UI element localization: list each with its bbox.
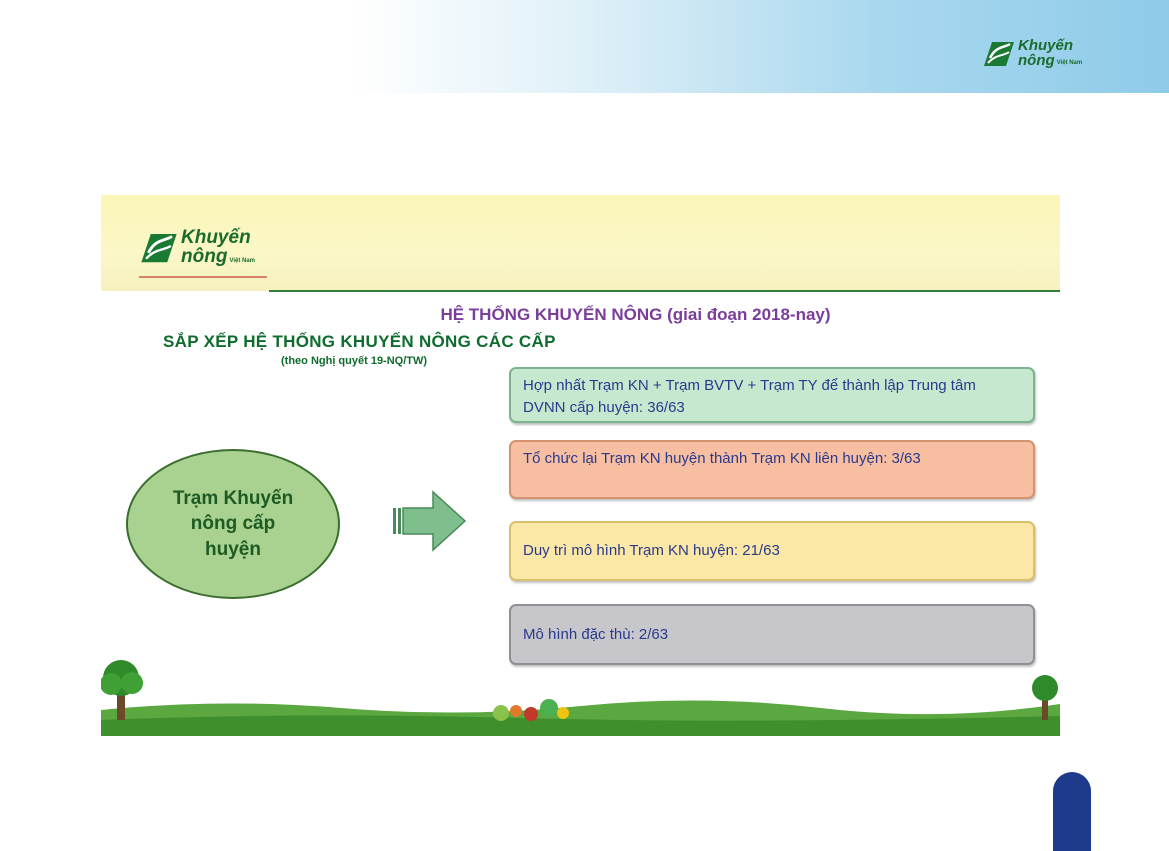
ellipse-label: Trạm Khuyến nông cấp huyện bbox=[172, 487, 294, 560]
section-heading: SẮP XẾP HỆ THỐNG KHUYẾN NÔNG CÁC CẤP bbox=[163, 332, 556, 351]
logo-word-1: Khuyến bbox=[1018, 37, 1074, 54]
info-box-merge bbox=[509, 367, 1035, 423]
district-station-ellipse bbox=[126, 449, 340, 599]
info-box-special-text: Mô hình đặc thù: 2/63 bbox=[523, 625, 669, 643]
info-box-maintain-text: Duy trì mô hình Trạm KN huyện: 21/63 bbox=[523, 542, 780, 560]
logo-tagline-scribble bbox=[139, 274, 269, 280]
section-note: (theo Nghị quyết 19-NQ/TW) bbox=[281, 355, 428, 367]
slide-image bbox=[101, 195, 1060, 736]
page-number-badge bbox=[1053, 772, 1091, 851]
logo-country: Việt Nam bbox=[1056, 60, 1083, 66]
info-box-merge-text: Hợp nhất Trạm KN + Trạm BVTV + Trạm TY để thành lập Trung tâm DVNN cấp huyện: 36/63 bbox=[523, 377, 976, 416]
slide-title: HỆ THỐNG KHUYẾN NÔNG (giai đoạn 2018-nay) bbox=[440, 305, 831, 324]
grass-landscape-illustration bbox=[101, 650, 1060, 736]
slide-header-divider bbox=[269, 290, 1060, 292]
info-box-reorganize-text: Tổ chức lại Trạm KN huyện thành Trạm KN liên huyện: 3/63 bbox=[523, 450, 921, 467]
slide-logo-country: Việt Nam bbox=[229, 258, 256, 264]
header-logo bbox=[982, 38, 1082, 68]
slide-logo-word-2: nông bbox=[181, 246, 228, 267]
info-box-reorganize bbox=[509, 440, 1035, 499]
slide-logo bbox=[139, 228, 255, 266]
slide-logo-word-1: Khuyến bbox=[181, 227, 251, 248]
khuyen-nong-leaf-icon bbox=[139, 229, 179, 265]
right-arrow-icon bbox=[393, 490, 467, 552]
khuyen-nong-leaf-icon bbox=[982, 38, 1016, 68]
info-box-maintain bbox=[509, 521, 1035, 581]
logo-word-2: nông bbox=[1018, 52, 1055, 69]
